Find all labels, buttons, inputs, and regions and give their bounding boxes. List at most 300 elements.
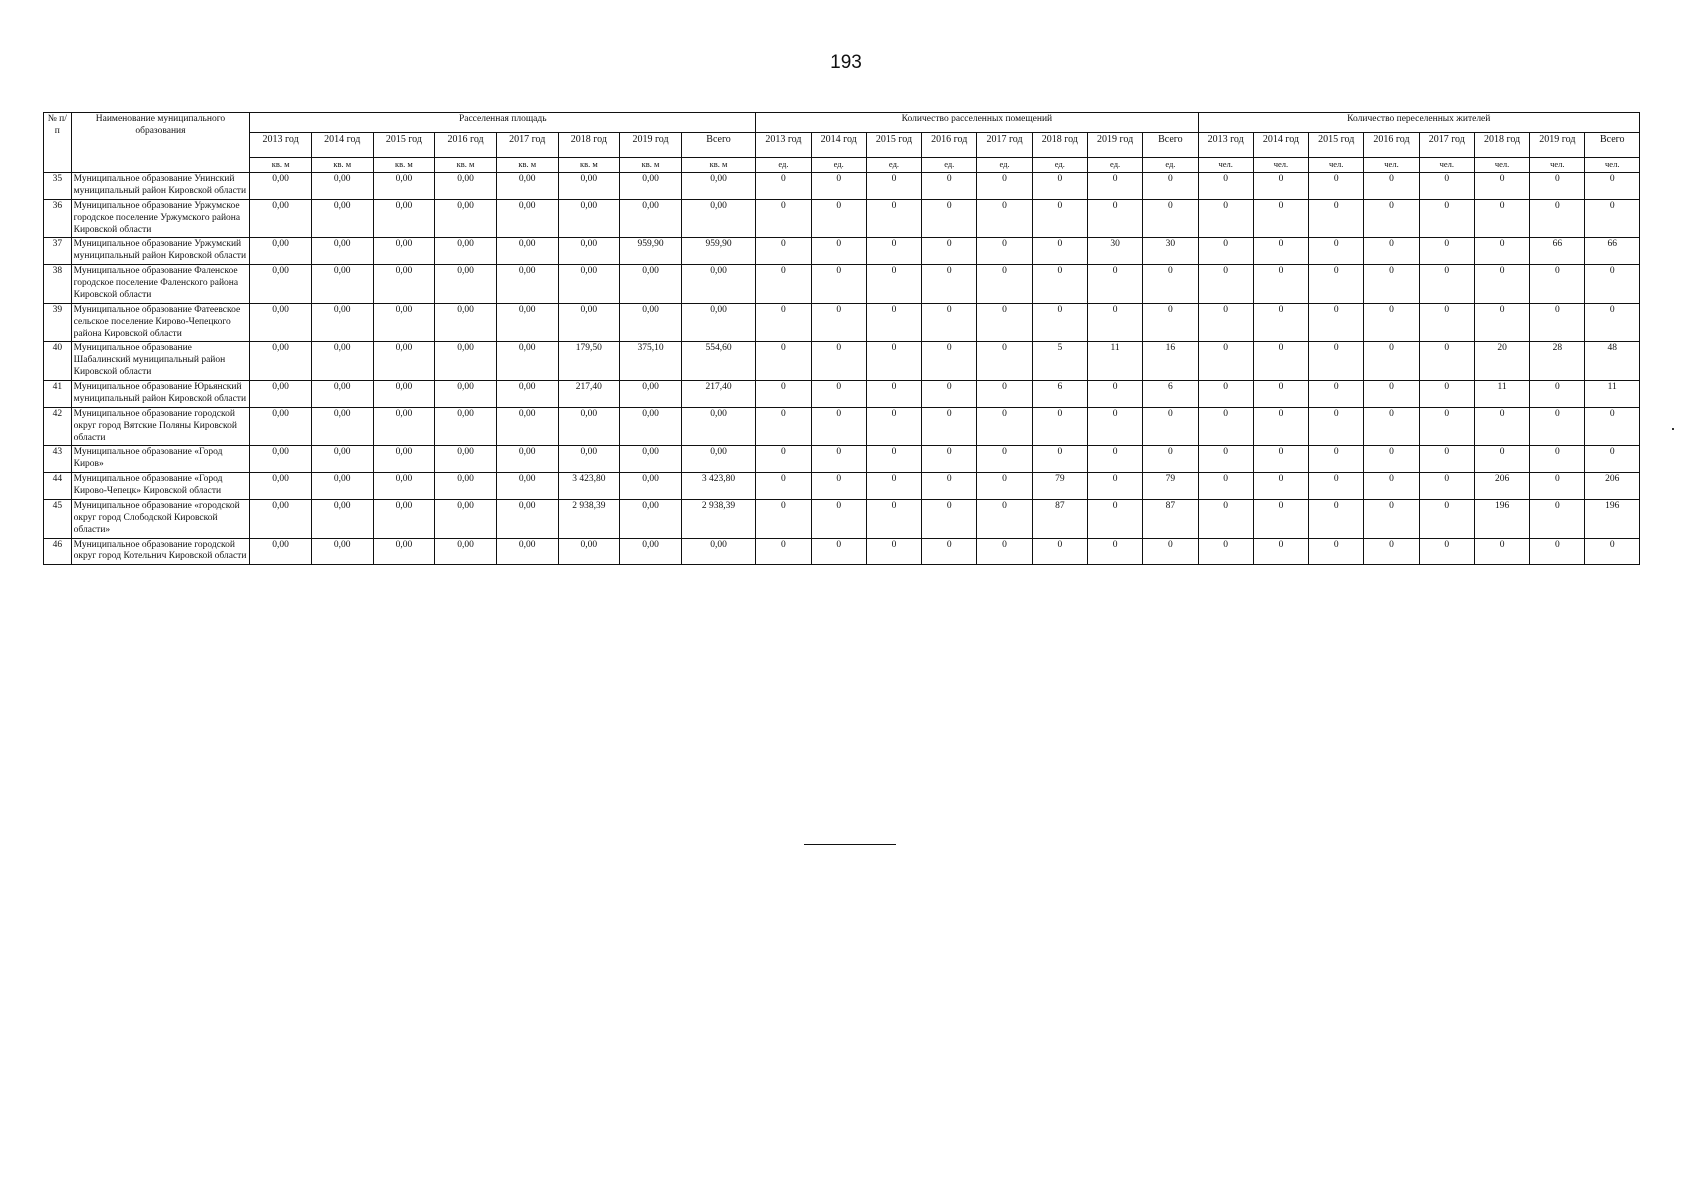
scan-mark: [1672, 428, 1674, 430]
area-cell: 0,00: [435, 538, 497, 565]
area-cell: 0,00: [373, 381, 435, 408]
area-cell: 0,00: [250, 199, 312, 238]
area-cell: 0,00: [373, 265, 435, 304]
residents-cell: 0: [1198, 381, 1253, 408]
area-cell: 0,00: [435, 303, 497, 342]
area-cell: 0,00: [496, 342, 558, 381]
residents-cell: 0: [1198, 473, 1253, 500]
residents-cell: 0: [1585, 265, 1640, 304]
rooms-cell: 0: [977, 446, 1032, 473]
unit-header-rooms: ед.: [811, 158, 866, 173]
municipality-name: Муниципальное образование Юрьянский муниципальный район Кировской области: [71, 381, 250, 408]
area-cell: 0,00: [558, 265, 620, 304]
residents-cell: 206: [1585, 473, 1640, 500]
residents-cell: 0: [1309, 407, 1364, 446]
area-cell: 0,00: [435, 342, 497, 381]
residents-cell: 0: [1474, 238, 1529, 265]
rooms-cell: 0: [756, 303, 811, 342]
table-row: [44, 446, 1640, 473]
area-cell: 0,00: [311, 199, 373, 238]
year-header-residents: 2014 год: [1253, 133, 1308, 158]
residents-cell: 0: [1364, 538, 1419, 565]
unit-header-area: кв. м: [620, 158, 682, 173]
unit-header-residents: чел.: [1419, 158, 1474, 173]
unit-header-area: кв. м: [311, 158, 373, 173]
area-cell: 0,00: [681, 265, 755, 304]
rooms-cell: 0: [756, 342, 811, 381]
residents-cell: 0: [1364, 238, 1419, 265]
rooms-cell: 0: [756, 538, 811, 565]
row-number: 39: [44, 303, 72, 342]
residents-cell: 0: [1419, 173, 1474, 200]
rooms-cell: 0: [1032, 265, 1087, 304]
area-cell: 959,90: [620, 238, 682, 265]
area-cell: 0,00: [620, 446, 682, 473]
residents-cell: 0: [1253, 173, 1308, 200]
row-number: 38: [44, 265, 72, 304]
rooms-cell: 79: [1143, 473, 1198, 500]
unit-header-rooms: ед.: [977, 158, 1032, 173]
residents-cell: 0: [1253, 199, 1308, 238]
residents-cell: 0: [1474, 446, 1529, 473]
unit-header-rooms: ед.: [1032, 158, 1087, 173]
residents-cell: 0: [1530, 381, 1585, 408]
area-cell: 0,00: [373, 446, 435, 473]
rooms-cell: 0: [756, 499, 811, 538]
area-cell: 0,00: [373, 173, 435, 200]
unit-header-area: кв. м: [250, 158, 312, 173]
area-cell: 0,00: [620, 303, 682, 342]
rooms-cell: 0: [866, 538, 921, 565]
residents-cell: 0: [1474, 303, 1529, 342]
year-header-residents: 2015 год: [1309, 133, 1364, 158]
rooms-cell: 0: [977, 303, 1032, 342]
year-header-residents: 2013 год: [1198, 133, 1253, 158]
residents-cell: 0: [1364, 473, 1419, 500]
area-cell: 0,00: [496, 473, 558, 500]
area-cell: 0,00: [620, 538, 682, 565]
area-cell: 0,00: [373, 499, 435, 538]
area-cell: 0,00: [620, 473, 682, 500]
area-cell: 0,00: [250, 173, 312, 200]
header-num: № п/п: [44, 113, 72, 173]
rooms-cell: 0: [1032, 407, 1087, 446]
residents-cell: 11: [1585, 381, 1640, 408]
area-cell: 2 938,39: [681, 499, 755, 538]
area-cell: 0,00: [250, 446, 312, 473]
area-cell: 554,60: [681, 342, 755, 381]
rooms-cell: 0: [1087, 473, 1142, 500]
residents-cell: 0: [1364, 381, 1419, 408]
table-row: [44, 407, 1640, 446]
year-header-residents: 2017 год: [1419, 133, 1474, 158]
rooms-cell: 0: [866, 499, 921, 538]
residents-cell: 0: [1474, 407, 1529, 446]
table-row: [44, 473, 1640, 500]
year-header-rooms: 2016 год: [922, 133, 977, 158]
residents-cell: 0: [1585, 303, 1640, 342]
residents-cell: 0: [1419, 238, 1474, 265]
table-row: [44, 173, 1640, 200]
rooms-cell: 0: [977, 199, 1032, 238]
area-cell: 0,00: [311, 538, 373, 565]
area-cell: 375,10: [620, 342, 682, 381]
residents-cell: 196: [1474, 499, 1529, 538]
rooms-cell: 0: [922, 499, 977, 538]
year-header-rooms: 2017 год: [977, 133, 1032, 158]
residents-cell: 0: [1253, 238, 1308, 265]
resettlement-table: [43, 112, 1640, 565]
municipality-name: Муниципальное образование Уржумское городское поселение Уржумского района Кировской области: [71, 199, 250, 238]
residents-cell: 0: [1309, 499, 1364, 538]
row-number: 46: [44, 538, 72, 565]
area-cell: 0,00: [250, 303, 312, 342]
area-cell: 217,40: [558, 381, 620, 408]
area-cell: 0,00: [496, 446, 558, 473]
rooms-cell: 0: [1032, 538, 1087, 565]
unit-header-residents: чел.: [1474, 158, 1529, 173]
rooms-cell: 0: [922, 199, 977, 238]
rooms-cell: 87: [1143, 499, 1198, 538]
municipality-name: Муниципальное образование городской округ город Котельнич Кировской области: [71, 538, 250, 565]
rooms-cell: 0: [811, 407, 866, 446]
residents-cell: 0: [1198, 199, 1253, 238]
rooms-cell: 0: [1087, 303, 1142, 342]
rooms-cell: 0: [756, 173, 811, 200]
residents-cell: 0: [1364, 303, 1419, 342]
unit-header-rooms: ед.: [1143, 158, 1198, 173]
row-number: 35: [44, 173, 72, 200]
residents-cell: 0: [1419, 342, 1474, 381]
residents-cell: 0: [1253, 446, 1308, 473]
area-cell: 0,00: [558, 446, 620, 473]
municipality-name: Муниципальное образование Шабалинский муниципальный район Кировской области: [71, 342, 250, 381]
area-cell: 0,00: [681, 199, 755, 238]
area-cell: 959,90: [681, 238, 755, 265]
area-cell: 0,00: [373, 407, 435, 446]
rooms-cell: 0: [1143, 538, 1198, 565]
residents-cell: 0: [1198, 238, 1253, 265]
rooms-cell: 0: [922, 538, 977, 565]
municipality-name: Муниципальное образование «городской округ город Слободской Кировской области»: [71, 499, 250, 538]
rooms-cell: 0: [866, 381, 921, 408]
residents-cell: 0: [1198, 538, 1253, 565]
rooms-cell: 0: [756, 381, 811, 408]
row-number: 43: [44, 446, 72, 473]
rooms-cell: 0: [1032, 199, 1087, 238]
year-header-rooms: Всего: [1143, 133, 1198, 158]
rooms-cell: 11: [1087, 342, 1142, 381]
residents-cell: 0: [1198, 173, 1253, 200]
area-cell: 2 938,39: [558, 499, 620, 538]
area-cell: 0,00: [373, 538, 435, 565]
row-number: 42: [44, 407, 72, 446]
residents-cell: 0: [1309, 199, 1364, 238]
rooms-cell: 16: [1143, 342, 1198, 381]
rooms-cell: 0: [1087, 381, 1142, 408]
residents-cell: 0: [1309, 238, 1364, 265]
area-cell: 0,00: [681, 173, 755, 200]
area-cell: 0,00: [496, 407, 558, 446]
residents-cell: 0: [1253, 303, 1308, 342]
residents-cell: 0: [1198, 342, 1253, 381]
residents-cell: 0: [1309, 173, 1364, 200]
rooms-cell: 0: [922, 446, 977, 473]
residents-cell: 0: [1474, 538, 1529, 565]
table-row: [44, 499, 1640, 538]
residents-cell: 0: [1309, 265, 1364, 304]
residents-cell: 11: [1474, 381, 1529, 408]
area-cell: 179,50: [558, 342, 620, 381]
rooms-cell: 30: [1087, 238, 1142, 265]
area-cell: 0,00: [496, 265, 558, 304]
residents-cell: 0: [1419, 538, 1474, 565]
residents-cell: 0: [1198, 265, 1253, 304]
area-cell: 3 423,80: [558, 473, 620, 500]
rooms-cell: 0: [811, 446, 866, 473]
area-cell: 0,00: [373, 238, 435, 265]
rooms-cell: 0: [1087, 446, 1142, 473]
rooms-cell: 0: [866, 303, 921, 342]
rooms-cell: 0: [1087, 265, 1142, 304]
page-number: 193: [830, 52, 862, 73]
residents-cell: 0: [1530, 265, 1585, 304]
residents-cell: 0: [1530, 199, 1585, 238]
area-cell: 0,00: [311, 265, 373, 304]
area-cell: 0,00: [311, 446, 373, 473]
rooms-cell: 0: [1143, 199, 1198, 238]
residents-cell: 0: [1253, 407, 1308, 446]
rooms-cell: 0: [756, 446, 811, 473]
rooms-cell: 0: [922, 342, 977, 381]
header-area-group: Расселенная площадь: [250, 113, 756, 133]
residents-cell: 0: [1530, 173, 1585, 200]
municipality-name: Муниципальное образование «Город Киров»: [71, 446, 250, 473]
residents-cell: 206: [1474, 473, 1529, 500]
year-header-area: 2013 год: [250, 133, 312, 158]
rooms-cell: 0: [977, 499, 1032, 538]
residents-cell: 0: [1474, 173, 1529, 200]
rooms-cell: 0: [1032, 173, 1087, 200]
table-row: [44, 199, 1640, 238]
residents-cell: 0: [1364, 173, 1419, 200]
row-number: 41: [44, 381, 72, 408]
unit-header-area: кв. м: [558, 158, 620, 173]
area-cell: 0,00: [496, 381, 558, 408]
header-name: Наименование муниципального образования: [71, 113, 250, 173]
row-number: 44: [44, 473, 72, 500]
area-cell: 0,00: [311, 499, 373, 538]
area-cell: 0,00: [496, 303, 558, 342]
year-header-residents: 2019 год: [1530, 133, 1585, 158]
rooms-cell: 0: [1087, 407, 1142, 446]
area-cell: 0,00: [311, 238, 373, 265]
rooms-cell: 30: [1143, 238, 1198, 265]
residents-cell: 0: [1585, 446, 1640, 473]
area-cell: 0,00: [620, 381, 682, 408]
area-cell: 0,00: [311, 342, 373, 381]
unit-header-area: кв. м: [435, 158, 497, 173]
area-cell: 0,00: [250, 265, 312, 304]
rooms-cell: 0: [811, 381, 866, 408]
rooms-cell: 0: [1087, 173, 1142, 200]
rooms-cell: 6: [1032, 381, 1087, 408]
area-cell: 0,00: [558, 173, 620, 200]
year-header-area: 2019 год: [620, 133, 682, 158]
residents-cell: 0: [1419, 473, 1474, 500]
area-cell: 0,00: [373, 473, 435, 500]
rooms-cell: 0: [811, 199, 866, 238]
rooms-cell: 0: [1032, 303, 1087, 342]
rooms-cell: 0: [977, 538, 1032, 565]
year-header-area: Всего: [681, 133, 755, 158]
unit-header-rooms: ед.: [922, 158, 977, 173]
area-cell: 0,00: [435, 446, 497, 473]
rooms-cell: 0: [922, 265, 977, 304]
rooms-cell: 0: [1143, 303, 1198, 342]
residents-cell: 0: [1419, 199, 1474, 238]
residents-cell: 0: [1530, 303, 1585, 342]
area-cell: 0,00: [496, 499, 558, 538]
rooms-cell: 0: [1143, 173, 1198, 200]
residents-cell: 0: [1530, 446, 1585, 473]
area-cell: 0,00: [620, 407, 682, 446]
area-cell: 0,00: [558, 199, 620, 238]
area-cell: 0,00: [620, 265, 682, 304]
area-cell: 0,00: [496, 238, 558, 265]
area-cell: 0,00: [435, 499, 497, 538]
row-number: 36: [44, 199, 72, 238]
area-cell: 0,00: [435, 265, 497, 304]
row-number: 45: [44, 499, 72, 538]
residents-cell: 0: [1364, 407, 1419, 446]
area-cell: 0,00: [558, 407, 620, 446]
area-cell: 0,00: [435, 407, 497, 446]
municipality-name: Муниципальное образование «Город Кирово-Чепецк» Кировской области: [71, 473, 250, 500]
rooms-cell: 0: [811, 499, 866, 538]
area-cell: 0,00: [558, 238, 620, 265]
residents-cell: 0: [1419, 265, 1474, 304]
residents-cell: 0: [1253, 265, 1308, 304]
residents-cell: 0: [1530, 407, 1585, 446]
header-rooms-group: Количество расселенных помещений: [756, 113, 1198, 133]
residents-cell: 0: [1198, 303, 1253, 342]
area-cell: 0,00: [311, 473, 373, 500]
residents-cell: 0: [1419, 407, 1474, 446]
year-header-row: [44, 133, 1640, 158]
rooms-cell: 0: [1087, 499, 1142, 538]
rooms-cell: 0: [922, 173, 977, 200]
rooms-cell: 0: [811, 265, 866, 304]
year-header-residents: 2018 год: [1474, 133, 1529, 158]
residents-cell: 0: [1364, 499, 1419, 538]
area-cell: 0,00: [250, 381, 312, 408]
table-row: [44, 303, 1640, 342]
year-header-residents: Всего: [1585, 133, 1640, 158]
unit-header-row: [44, 158, 1640, 173]
divider-line: [804, 844, 896, 845]
residents-cell: 48: [1585, 342, 1640, 381]
year-header-rooms: 2014 год: [811, 133, 866, 158]
table-row: [44, 238, 1640, 265]
rooms-cell: 0: [811, 342, 866, 381]
rooms-cell: 5: [1032, 342, 1087, 381]
area-cell: 0,00: [435, 199, 497, 238]
residents-cell: 0: [1419, 446, 1474, 473]
area-cell: 0,00: [496, 199, 558, 238]
rooms-cell: 0: [922, 238, 977, 265]
area-cell: 0,00: [558, 538, 620, 565]
year-header-area: 2017 год: [496, 133, 558, 158]
year-header-rooms: 2013 год: [756, 133, 811, 158]
rooms-cell: 0: [977, 407, 1032, 446]
rooms-cell: 0: [811, 303, 866, 342]
area-cell: 0,00: [435, 238, 497, 265]
unit-header-residents: чел.: [1364, 158, 1419, 173]
unit-header-area: кв. м: [373, 158, 435, 173]
area-cell: 0,00: [373, 303, 435, 342]
residents-cell: 0: [1309, 473, 1364, 500]
rooms-cell: 0: [756, 473, 811, 500]
residents-cell: 0: [1419, 303, 1474, 342]
area-cell: 0,00: [250, 407, 312, 446]
area-cell: 0,00: [311, 407, 373, 446]
rooms-cell: 0: [977, 381, 1032, 408]
unit-header-residents: чел.: [1253, 158, 1308, 173]
residents-cell: 0: [1364, 446, 1419, 473]
residents-cell: 0: [1198, 407, 1253, 446]
municipality-name: Муниципальное образование Унинский муниципальный район Кировской области: [71, 173, 250, 200]
area-cell: 0,00: [620, 499, 682, 538]
residents-cell: 0: [1309, 381, 1364, 408]
rooms-cell: 0: [1143, 265, 1198, 304]
area-cell: 0,00: [620, 173, 682, 200]
year-header-area: 2015 год: [373, 133, 435, 158]
area-cell: 0,00: [496, 538, 558, 565]
residents-cell: 0: [1474, 265, 1529, 304]
area-cell: 0,00: [496, 173, 558, 200]
table-row: [44, 538, 1640, 565]
residents-cell: 0: [1309, 538, 1364, 565]
residents-cell: 0: [1253, 499, 1308, 538]
rooms-cell: 0: [811, 538, 866, 565]
area-cell: 0,00: [681, 538, 755, 565]
rooms-cell: 0: [977, 238, 1032, 265]
area-cell: 0,00: [250, 473, 312, 500]
table-body: [44, 173, 1640, 565]
municipality-name: Муниципальное образование Уржумский муниципальный район Кировской области: [71, 238, 250, 265]
rooms-cell: 0: [756, 407, 811, 446]
rooms-cell: 87: [1032, 499, 1087, 538]
area-cell: 0,00: [435, 473, 497, 500]
residents-cell: 0: [1585, 538, 1640, 565]
municipality-name: Муниципальное образование городской округ город Вятские Поляны Кировской области: [71, 407, 250, 446]
residents-cell: 0: [1253, 538, 1308, 565]
residents-cell: 0: [1474, 199, 1529, 238]
residents-cell: 0: [1585, 407, 1640, 446]
unit-header-residents: чел.: [1585, 158, 1640, 173]
residents-cell: 0: [1530, 473, 1585, 500]
residents-cell: 0: [1309, 342, 1364, 381]
residents-cell: 0: [1585, 199, 1640, 238]
residents-cell: 0: [1419, 381, 1474, 408]
area-cell: 0,00: [558, 303, 620, 342]
residents-cell: 66: [1585, 238, 1640, 265]
unit-header-residents: чел.: [1530, 158, 1585, 173]
rooms-cell: 0: [756, 238, 811, 265]
rooms-cell: 0: [866, 199, 921, 238]
rooms-cell: 0: [866, 473, 921, 500]
